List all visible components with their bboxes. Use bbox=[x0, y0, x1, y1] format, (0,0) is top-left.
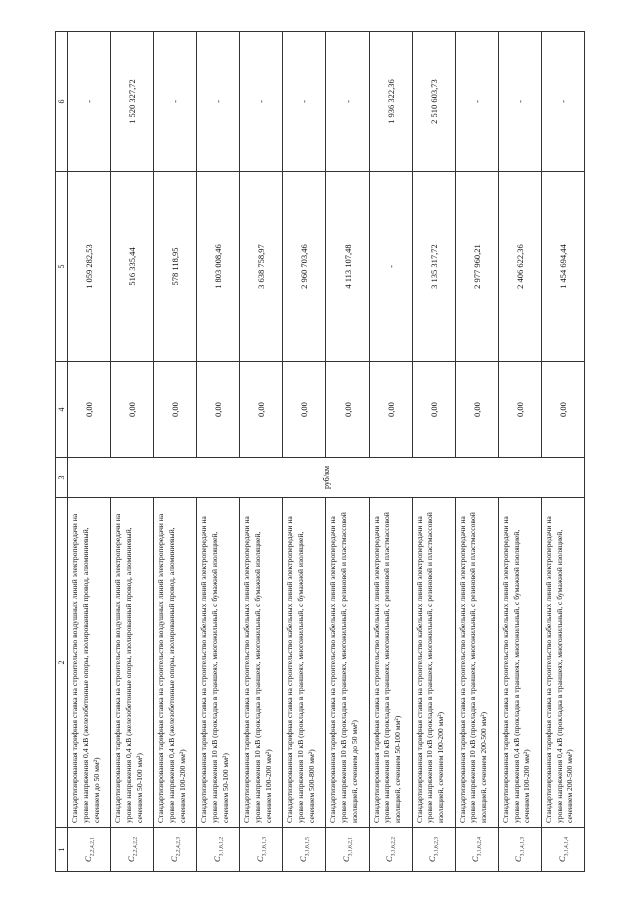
rate-description: Стандартизированная тарифная ставка на строительство кабельных линий электропередачи на уровне напряжения 10 кВ (прокладка в траншеях, многожильный, с резиновой и пластмассовой изоляцией, сечением до 50 мм²) bbox=[326, 498, 369, 828]
table-row bbox=[326, 32, 369, 872]
table-row bbox=[369, 32, 412, 872]
rate-code-letter: C bbox=[341, 856, 352, 862]
rate-code-index: 3,1,4,1,3 bbox=[520, 837, 527, 857]
value-c5: 4 113 107,48 bbox=[326, 172, 369, 362]
column-number-4: 4 bbox=[56, 362, 68, 458]
table-row bbox=[498, 32, 541, 872]
rate-code bbox=[369, 828, 412, 872]
column-number-5: 5 bbox=[56, 172, 68, 362]
value-c5: 2 960 703,46 bbox=[283, 172, 326, 362]
rate-code bbox=[197, 828, 240, 872]
rate-code bbox=[68, 828, 111, 872]
value-c6: - bbox=[240, 32, 283, 172]
value-c5: - bbox=[369, 172, 412, 362]
table-row bbox=[154, 32, 197, 872]
rate-description: Стандартизированная тарифная ставка на строительство кабельных линий электропередачи на уровне напряжения 0,4 кВ (прокладка в траншеях, многожильный, с бумажной изоляцией, сечением 200-500 мм²) bbox=[541, 498, 584, 828]
table-row bbox=[412, 32, 455, 872]
value-c5: 2 406 622,36 bbox=[498, 172, 541, 362]
rate-code-letter: C bbox=[470, 856, 481, 862]
rate-code-letter: C bbox=[384, 856, 395, 862]
table-row bbox=[283, 32, 326, 872]
rate-code-letter: C bbox=[298, 856, 309, 862]
value-c4: 0,00 bbox=[369, 362, 412, 458]
value-c4: 0,00 bbox=[240, 362, 283, 458]
rate-code-letter: C bbox=[427, 856, 438, 862]
value-c4: 0,00 bbox=[111, 362, 154, 458]
rate-code-index: 3,1,6,2,3 bbox=[434, 837, 440, 857]
rate-code bbox=[326, 828, 369, 872]
column-number-3: 3 bbox=[56, 458, 68, 498]
value-c4: 0,00 bbox=[498, 362, 541, 458]
rate-code bbox=[541, 828, 584, 872]
value-c6: - bbox=[283, 32, 326, 172]
value-c6: 1 936 322,36 bbox=[369, 32, 412, 172]
value-c6: - bbox=[197, 32, 240, 172]
value-c6: - bbox=[541, 32, 584, 172]
value-c4: 0,00 bbox=[326, 362, 369, 458]
rate-code-index: 3,1,6,1,3 bbox=[261, 837, 268, 857]
value-c5: 516 335,44 bbox=[111, 172, 154, 362]
value-c4: 0,00 bbox=[197, 362, 240, 458]
value-c5: 3 638 758,97 bbox=[240, 172, 283, 362]
value-c6: - bbox=[68, 32, 111, 172]
value-c4: 0,00 bbox=[541, 362, 584, 458]
value-c4: 0,00 bbox=[455, 362, 498, 458]
value-c6: - bbox=[455, 32, 498, 172]
value-c6: - bbox=[498, 32, 541, 172]
table-row bbox=[68, 32, 111, 872]
rate-code bbox=[283, 828, 326, 872]
rate-description: Стандартизированная тарифная ставка на строительство кабельных линий электропередачи на уровне напряжения 10 кВ (прокладка в траншеях, многожильный, с резиновой и пластмассовой изоляцией, сечением 50-100 мм²) bbox=[369, 498, 412, 828]
rate-code bbox=[498, 828, 541, 872]
rate-code-letter: C bbox=[513, 856, 524, 862]
table-row bbox=[240, 32, 283, 872]
table-row bbox=[197, 32, 240, 872]
rate-code bbox=[154, 828, 197, 872]
rate-description: Стандартизированная тарифная ставка на строительство воздушных линий электропередачи на уровне напряжения 0,4 кВ (железобетонные опоры, изолированный провод, алюминиевый, сечением 100-200 мм²) bbox=[154, 498, 197, 828]
rate-description: Стандартизированная тарифная ставка на строительство кабельных линий электропередачи на уровне напряжения 10 кВ (прокладка в траншеях, многожильный, с бумажной изоляцией, сечением 100-200 мм²) bbox=[240, 498, 283, 828]
table-row bbox=[541, 32, 584, 872]
rate-code-letter: C bbox=[556, 856, 567, 862]
column-number-2: 2 bbox=[56, 498, 68, 828]
value-c5: 3 135 317,72 bbox=[412, 172, 455, 362]
rate-description: Стандартизированная тарифная ставка на строительство воздушных линий электропередачи на уровне напряжения 0,4 кВ (железобетонные опоры, изолированный провод, алюминиевый, сечением до 50 мм²) bbox=[68, 498, 111, 828]
value-c5: 1 803 008,46 bbox=[197, 172, 240, 362]
value-c4: 0,00 bbox=[283, 362, 326, 458]
rate-code-index: 3,1,6,2,2 bbox=[390, 837, 397, 857]
value-c4: 0,00 bbox=[154, 362, 197, 458]
value-c5: 578 118,95 bbox=[154, 172, 197, 362]
rate-description: Стандартизированная тарифная ставка на строительство кабельных линий электропередачи на уровне напряжения 10 кВ (прокладка в траншеях, многожильный, с резиновой и пластмассовой изоляцией, сечением 100-200 мм²) bbox=[412, 498, 455, 828]
rate-description: Стандартизированная тарифная ставка на строительство кабельных линий электропередачи на уровне напряжения 10 кВ (прокладка в траншеях, многожильный, с резиновой и пластмассовой изоляцией, сечением 200-500 мм²) bbox=[455, 498, 498, 828]
rate-code-index: 2,2,4,2,2 bbox=[132, 837, 139, 857]
table-row bbox=[455, 32, 498, 872]
column-number-row bbox=[56, 32, 68, 872]
rotated-table-container bbox=[55, 32, 585, 872]
rate-code-index: 3,1,6,2,4 bbox=[477, 837, 484, 857]
value-c6: 1 520 327,72 bbox=[111, 32, 154, 172]
rate-code-letter: C bbox=[211, 856, 222, 862]
column-number-6: 6 bbox=[56, 32, 68, 172]
rate-code bbox=[412, 828, 455, 872]
value-c4: 0,00 bbox=[68, 362, 111, 458]
value-c5: 1 059 282,53 bbox=[68, 172, 111, 362]
rate-description: Стандартизированная тарифная ставка на строительство кабельных линий электропередачи на уровне напряжения 10 кВ (прокладка в траншеях, многожильный, с бумажной изоляцией, сечением 500-800 мм²) bbox=[283, 498, 326, 828]
rate-code-index: 2,2,4,2,3 bbox=[175, 837, 182, 857]
value-c5: 2 977 960,21 bbox=[455, 172, 498, 362]
value-c6: - bbox=[154, 32, 197, 172]
rate-code-index: 3,1,6,1,2 bbox=[218, 837, 225, 857]
rate-description: Стандартизированная тарифная ставка на строительство кабельных линий электропередачи на уровне напряжения 10 кВ (прокладка в траншеях, многожильный, с бумажной изоляцией, сечением 50-100 мм²) bbox=[197, 498, 240, 828]
rate-code-letter: C bbox=[82, 856, 93, 862]
rate-code bbox=[240, 828, 283, 872]
rate-code-index: 2,2,4,2,1 bbox=[89, 837, 96, 857]
value-c6: - bbox=[326, 32, 369, 172]
rate-description: Стандартизированная тарифная ставка на строительство кабельных линий электропередачи на уровне напряжения 0,4 кВ (прокладка в траншеях, многожильный, с бумажной изоляцией, сечением 100-200 мм²) bbox=[498, 498, 541, 828]
value-c6: 2 510 603,73 bbox=[412, 32, 455, 172]
rate-description: Стандартизированная тарифная ставка на строительство воздушных линий электропередачи на уровне напряжения 0,4 кВ (железобетонные опоры, изолированный провод, алюминиевый, сечением 50-100 мм²) bbox=[111, 498, 154, 828]
rate-code-index: 3,1,4,1,4 bbox=[563, 837, 570, 857]
value-c5: 1 454 694,44 bbox=[541, 172, 584, 362]
value-c4: 0,00 bbox=[412, 362, 455, 458]
unit-cell: руб/км bbox=[68, 458, 585, 498]
rate-code bbox=[111, 828, 154, 872]
rate-code bbox=[455, 828, 498, 872]
rate-code-index: 3,1,6,1,5 bbox=[304, 837, 311, 857]
rate-code-letter: C bbox=[125, 856, 136, 862]
tariff-table bbox=[55, 31, 585, 872]
rate-code-index: 3,1,6,2,1 bbox=[347, 837, 354, 857]
rate-code-letter: C bbox=[255, 856, 265, 862]
table-body bbox=[56, 32, 585, 872]
column-number-1: 1 bbox=[56, 828, 68, 872]
table-row bbox=[111, 32, 154, 872]
rate-code-letter: C bbox=[168, 856, 179, 862]
